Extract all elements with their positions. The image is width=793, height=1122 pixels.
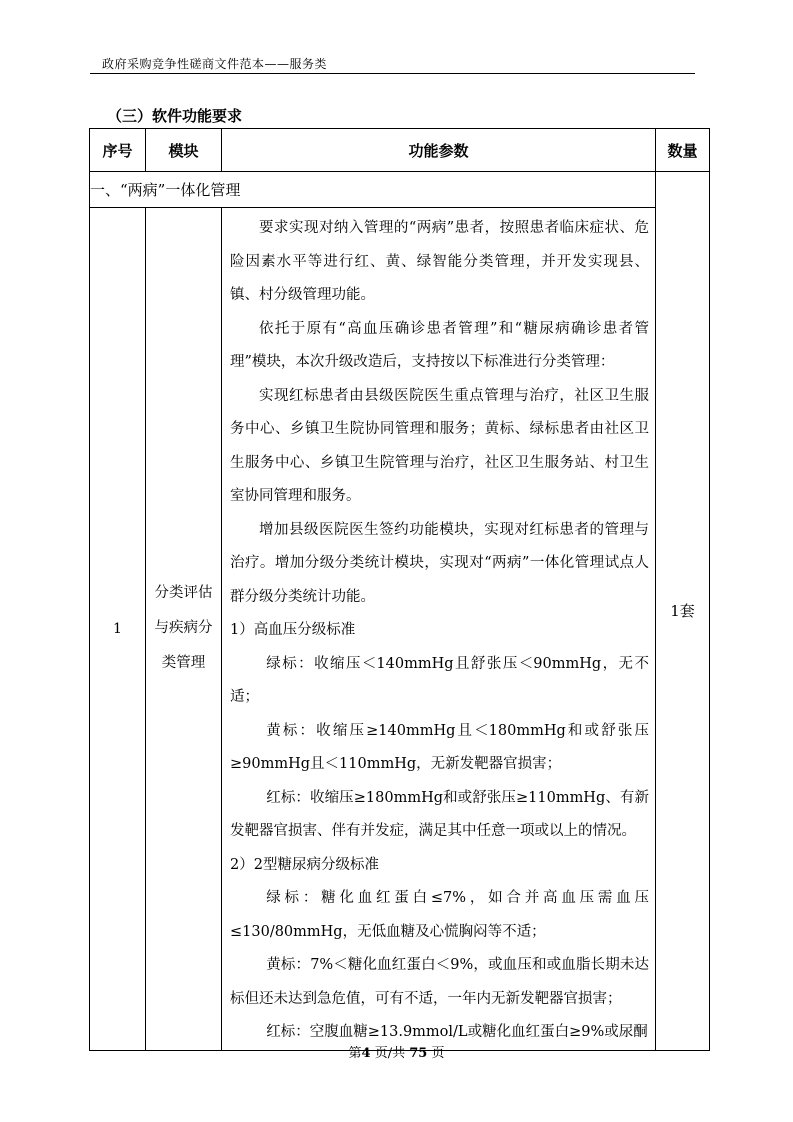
running-header: 政府采购竞争性磋商文件范本——服务类 bbox=[102, 57, 328, 71]
param-paragraph: 增加县级医院医生签约功能模块，实现对红标患者的管理与治疗。增加分级分类统计模块，实现对“两病”一体化管理试点人群分级分类统计功能。 bbox=[230, 521, 649, 605]
requirements-table bbox=[89, 128, 710, 1051]
param-paragraph: 要求实现对纳入管理的“两病”患者，按照患者临床症状、危险因素水平等进行红、黄、绿智能分类管理，并开发实现县、镇、村分级管理功能。 bbox=[230, 220, 649, 303]
column-header-index: 序号 bbox=[90, 129, 146, 172]
param-subheading: 2）2型糖尿病分级标准 bbox=[230, 856, 379, 873]
column-header-module: 模块 bbox=[146, 129, 222, 172]
section-heading: （三）软件功能要求 bbox=[107, 107, 243, 125]
footer-suffix: 页 bbox=[431, 1046, 445, 1061]
param-criterion-red: 红标：空腹血糖≥13.9mmol/L或糖化血红蛋白≥9%或尿酮 bbox=[266, 1024, 648, 1040]
param-paragraph: 实现红标患者由县级医院医生重点管理与治疗，社区卫生服务中心、乡镇卫生院协同管理和服务；黄标、绿标患者由社区卫生服务中心、乡镇卫生院管理与治疗，社区卫生服务站、村卫生室协同管理和服务。 bbox=[230, 387, 649, 504]
footer-prefix: 第 bbox=[348, 1046, 362, 1061]
row-index: 1 bbox=[90, 208, 146, 1051]
function-params bbox=[222, 208, 656, 1051]
page-footer bbox=[0, 1042, 793, 1061]
column-header-quantity: 数量 bbox=[656, 129, 710, 172]
group-title: 一、“两病”一体化管理 bbox=[90, 172, 656, 208]
quantity-cell: 1套 bbox=[656, 172, 710, 1051]
param-paragraph: 依托于原有“高血压确诊患者管理”和“糖尿病确诊患者管理”模块，本次升级改造后，支持按以下标准进行分类管理： bbox=[230, 320, 649, 370]
module-name bbox=[146, 208, 222, 1051]
footer-middle: 页/共 bbox=[374, 1046, 406, 1061]
table-row bbox=[90, 208, 710, 1051]
param-subheading: 1）高血压分级标准 bbox=[230, 622, 356, 638]
header-rule bbox=[90, 73, 695, 74]
page-total: 75 bbox=[409, 1046, 428, 1061]
table-header-row bbox=[90, 129, 710, 172]
param-criterion-green: 绿标：糖化血红蛋白≤7%，如合并高血压需血压≤130/80mmHg，无低血糖及心慌胸闷等不适； bbox=[230, 890, 649, 940]
param-criterion-yellow: 黄标：7%＜糖化血红蛋白＜9%，或血压和或血脂长期未达标但还未达到急危值，可有不适，一年内无新发靶器官损害； bbox=[230, 957, 649, 1007]
param-criterion-green: 绿标：收缩压＜140mmHg且舒张压＜90mmHg，无不适； bbox=[230, 655, 649, 705]
module-name-line: 分类评估 bbox=[154, 585, 213, 602]
module-name-line: 类管理 bbox=[161, 655, 206, 672]
group-title-row bbox=[90, 172, 710, 208]
page-number: 4 bbox=[361, 1046, 371, 1061]
column-header-params: 功能参数 bbox=[222, 129, 656, 172]
module-name-line: 与疾病分 bbox=[154, 620, 213, 637]
param-criterion-red: 红标：收缩压≥180mmHg和或舒张压≥110mmHg、有新发靶器官损害、伴有并发症，满足其中任意一项或以上的情况。 bbox=[230, 789, 649, 839]
param-criterion-yellow: 黄标：收缩压≥140mmHg且＜180mmHg和或舒张压≥90mmHg且＜110mmHg，无新发靶器官损害； bbox=[230, 722, 649, 772]
